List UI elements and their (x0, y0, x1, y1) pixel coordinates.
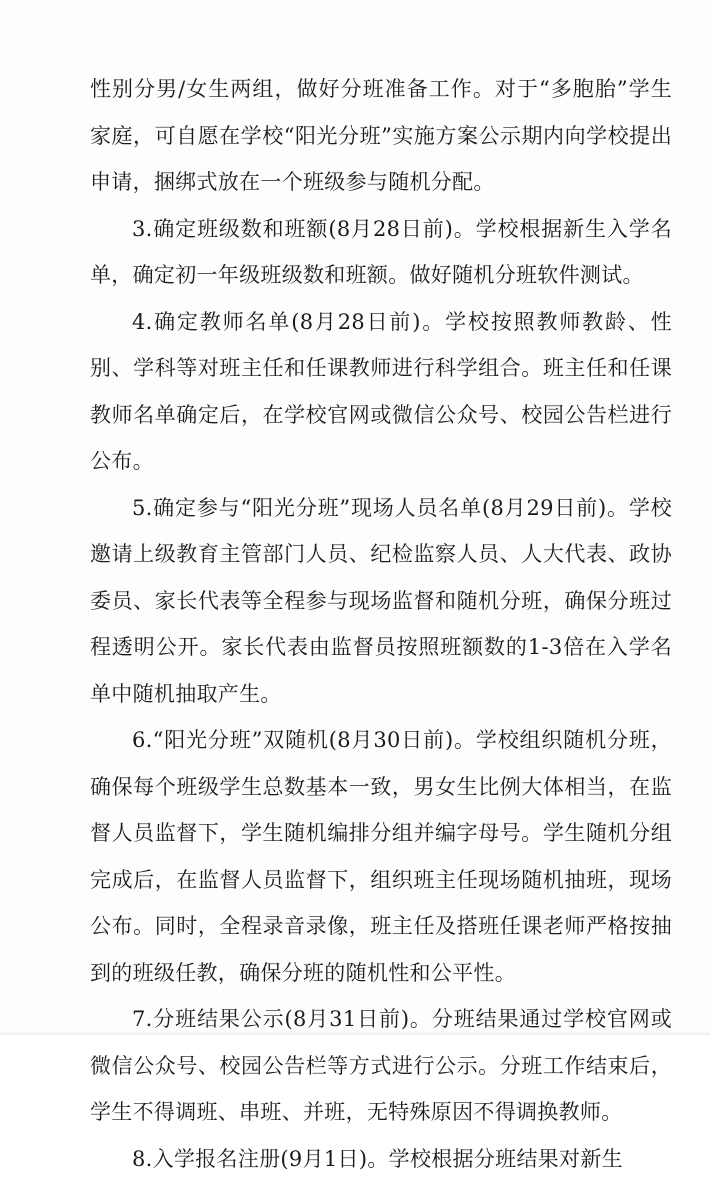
paragraph-item-8: 8.入学报名注册(9月1日)。学校根据分班结果对新生 (90, 1136, 672, 1182)
page-bottom-edge (0, 1031, 710, 1035)
paragraph-item-3: 3.确定班级数和班额(8月28日前)。学校根据新生入学名单，确定初一年级班级数和班额。做好随机分班软件测试。 (90, 206, 672, 299)
paragraph-item-4: 4.确定教师名单(8月28日前)。学校按照教师教龄、性别、学科等对班主任和任课教师进行科学组合。班主任和任课教师名单确定后，在学校官网或微信公众号、校园公告栏进行公布。 (90, 299, 672, 485)
paragraph-item-6: 6.“阳光分班”双随机(8月30日前)。学校组织随机分班，确保每个班级学生总数基本一致，男女生比例大体相当，在监督人员监督下，学生随机编排分组并编字母号。学生随机分组完成后，在监督人员监督下，组织班主任现场随机抽班，现场公布。同时，全程录音录像，班主任及搭班任课老师严格按抽到的班级任教，确保分班的随机性和公平性。 (90, 717, 672, 996)
paragraph-continuation: 性别分男/女生两组，做好分班准备工作。对于“多胞胎”学生家庭，可自愿在学校“阳光分班”实施方案公示期内向学校提出申请，捆绑式放在一个班级参与随机分配。 (90, 66, 672, 206)
paragraph-item-7: 7.分班结果公示(8月31日前)。分班结果通过学校官网或微信公众号、校园公告栏等方式进行公示。分班工作结束后，学生不得调班、串班、并班，无特殊原因不得调换教师。 (90, 996, 672, 1136)
document-body (90, 66, 672, 1182)
paragraph-item-5: 5.确定参与“阳光分班”现场人员名单(8月29日前)。学校邀请上级教育主管部门人员、纪检监察人员、人大代表、政协委员、家长代表等全程参与现场监督和随机分班，确保分班过程透明公开。家长代表由监督员按照班额数的1-3倍在入学名单中随机抽取产生。 (90, 485, 672, 718)
